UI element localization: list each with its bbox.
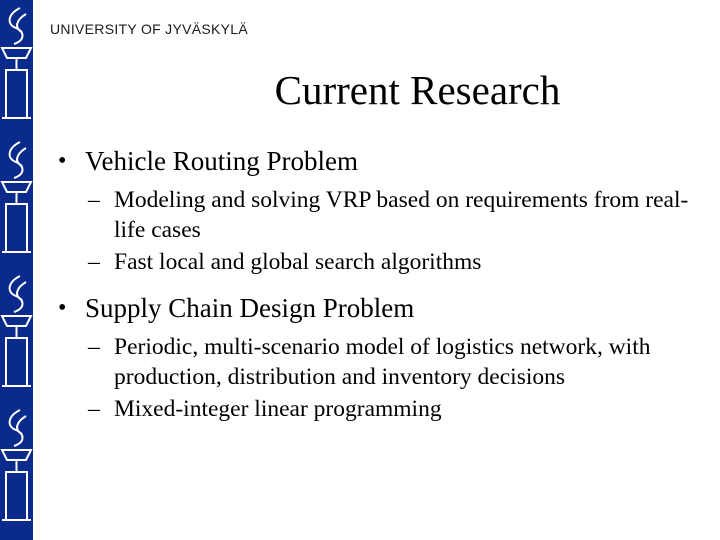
bullet-item-supply-chain [58, 291, 708, 325]
dash-icon: – [88, 334, 100, 360]
sub-item-text: Periodic, multi-scenario model of logistics network, with production, distribution and inventory decisions [114, 334, 651, 390]
sub-list [58, 185, 708, 277]
side-band [0, 0, 33, 540]
sub-list [58, 332, 708, 424]
sub-item [58, 247, 708, 277]
slide-content [58, 144, 708, 424]
spacer [58, 277, 708, 291]
dash-icon: – [88, 187, 100, 213]
slide-title: Current Research [274, 67, 561, 113]
sub-item [58, 332, 708, 392]
dash-icon: – [88, 249, 100, 275]
university-name: UNIVERSITY OF JYVÄSKYLÄ [50, 21, 249, 37]
sub-item-text: Mixed-integer linear programming [114, 396, 442, 422]
dash-icon: – [88, 396, 100, 422]
bullet-icon: • [58, 148, 67, 174]
bullet-text: Supply Chain Design Problem [85, 293, 415, 323]
bullet-icon: • [58, 295, 67, 321]
sub-item-text: Modeling and solving VRP based on requirements from real-life cases [114, 187, 689, 243]
bullet-item-vehicle-routing [58, 144, 708, 178]
sub-item [58, 394, 708, 424]
sub-item-text: Fast local and global search algorithms [114, 249, 482, 275]
bullet-text: Vehicle Routing Problem [85, 146, 358, 176]
sub-item [58, 185, 708, 245]
university-emblem-pattern-icon [0, 0, 33, 540]
